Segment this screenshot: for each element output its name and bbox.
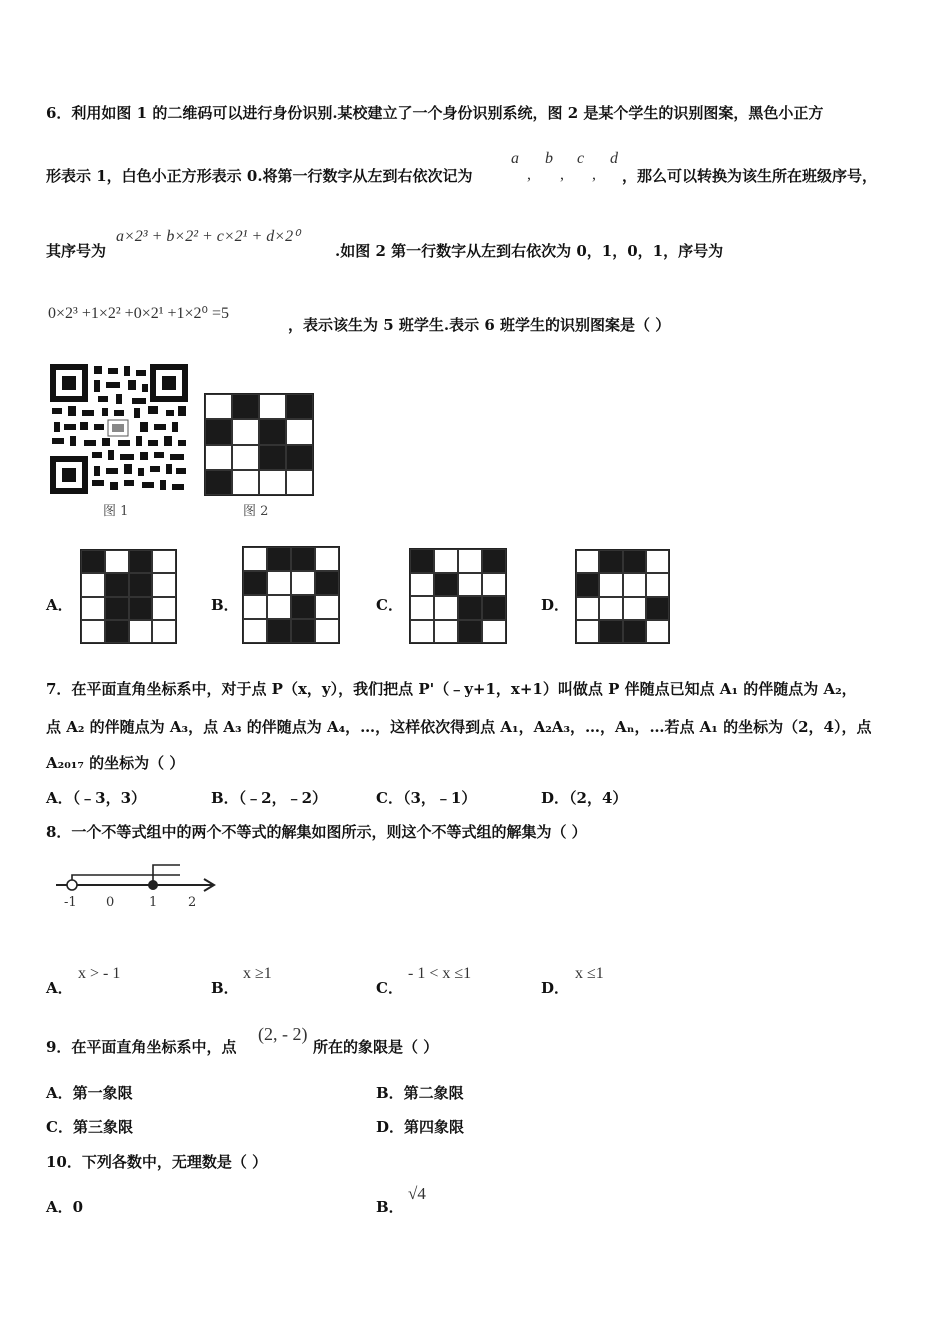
q7-line1: 7．在平面直角坐标系中，对于点 P（x，y），我们把点 P'（﹣y+1，x+1）叫做点 P 伴随点已知点 A₁ 的伴随点为 A₂， (46, 680, 857, 698)
option-grid-cell (646, 597, 669, 620)
q8-option-a-expr[interactable]: x > - 1 (78, 965, 121, 982)
option-grid-cell (576, 550, 599, 573)
q6-comma-3: , (592, 166, 596, 183)
q6-var-d: d (610, 150, 618, 167)
q6-option-a-label[interactable]: A． (46, 596, 73, 614)
q8-option-c-label[interactable]: C． (376, 979, 403, 997)
q8-option-a-label[interactable]: A． (46, 979, 73, 997)
q6-line4-text: ，表示该生为 5 班学生.表示 6 班学生的识别图案是（ ） (288, 316, 671, 334)
option-grid-cell (434, 596, 458, 620)
q10-option-b-value[interactable]: √4 (408, 1184, 426, 1203)
option-grid-cell (152, 550, 176, 573)
q6-var-b: b (545, 150, 553, 167)
q7-line2: 点 A₂ 的伴随点为 A₃，点 A₃ 的伴随点为 A₄，…，这样依次得到点 A₁，A₂A₃，…，Aₙ，…若点 A₁ 的坐标为（2，4），点 (46, 718, 872, 736)
q7-option-c[interactable]: C．（3，﹣1） (376, 789, 477, 807)
option-grid-cell (410, 596, 434, 620)
q6-line2-text-b: ，那么可以转换为该生所在班级序号， (622, 167, 878, 185)
fig2-cell (259, 445, 286, 470)
fig2-cell (232, 419, 259, 444)
fig2-caption: 图 2 (243, 504, 269, 519)
option-grid-cell (599, 597, 622, 620)
option-grid-cell (81, 620, 105, 643)
option-grid-cell (81, 573, 105, 596)
option-grid-cell (267, 619, 291, 643)
q9-line-text-a: 9．在平面直角坐标系中，点 (46, 1038, 237, 1056)
q6-line1: 6．利用如图 1 的二维码可以进行身份识别.某校建立了一个身份识别系统，图 2 是某个学生的识别图案，黑色小正方 (46, 104, 824, 122)
option-grid-cell (576, 620, 599, 643)
option-grid-cell (291, 571, 315, 595)
option-grid-cell (646, 620, 669, 643)
option-grid-cell (105, 550, 129, 573)
option-grid-cell (315, 571, 339, 595)
q7-option-d[interactable]: D．（2，4） (541, 789, 628, 807)
option-grid-cell (129, 550, 153, 573)
q6-comma-1: , (527, 166, 531, 183)
fig2-cell (232, 470, 259, 495)
open-point-neg1 (67, 880, 77, 890)
option-grid-cell (410, 549, 434, 573)
q7-option-b[interactable]: B．（﹣2，﹣2） (211, 789, 328, 807)
q10-line1: 10．下列各数中，无理数是（ ） (46, 1153, 268, 1171)
fig2-cell (232, 394, 259, 419)
q6-option-c-label[interactable]: C． (376, 596, 403, 614)
option-grid-cell (81, 597, 105, 620)
q8-option-b-expr[interactable]: x ≥1 (243, 965, 272, 982)
q6-var-a: a (511, 150, 519, 167)
fig2-cell (286, 445, 313, 470)
q8-line1: 8．一个不等式组中的两个不等式的解集如图所示，则这个不等式组的解集为（ ） (46, 823, 587, 841)
option-grid-cell (458, 620, 482, 644)
q6-formula-2: 0×2³ +1×2² +0×2¹ +1×2⁰ =5 (48, 305, 229, 322)
option-grid-cell (267, 595, 291, 619)
tick-label-0: 0 (106, 895, 115, 910)
option-grid-cell (576, 597, 599, 620)
q10-option-a-value: 0 (72, 1198, 84, 1216)
q10-option-a[interactable] (46, 1196, 83, 1217)
option-grid-cell (81, 550, 105, 573)
q9-option-d[interactable]: D．第四象限 (376, 1118, 465, 1136)
option-grid-cell (243, 619, 267, 643)
q6-comma-2: , (560, 166, 564, 183)
q8-option-d-label[interactable]: D． (541, 979, 570, 997)
option-grid-cell (129, 573, 153, 596)
option-grid-cell (623, 550, 646, 573)
option-grid-cell (152, 620, 176, 643)
fig2-grid (204, 393, 314, 496)
fig2-cell (286, 394, 313, 419)
q10-option-a-label: A． (46, 1198, 73, 1216)
q6-option-d-label[interactable]: D． (541, 596, 570, 614)
q6-option-d-grid[interactable] (575, 549, 670, 644)
option-grid-cell (129, 597, 153, 620)
option-grid-cell (243, 595, 267, 619)
q9-point: (2, - 2) (258, 1024, 308, 1044)
q6-option-c-grid[interactable] (409, 548, 507, 644)
option-grid-cell (105, 597, 129, 620)
fig2-cell (205, 419, 232, 444)
option-grid-cell (646, 573, 669, 596)
option-grid-cell (482, 549, 506, 573)
option-grid-cell (482, 620, 506, 644)
fig1-caption: 图 1 (103, 504, 129, 519)
q8-option-c-expr[interactable]: - 1 < x ≤1 (408, 965, 472, 982)
fig2-cell (259, 470, 286, 495)
q6-option-a-grid[interactable] (80, 549, 177, 644)
fig2-cell (259, 419, 286, 444)
q9-line-text-b: 所在的象限是（ ） (313, 1038, 439, 1056)
q10-option-b-label[interactable]: B． (376, 1198, 404, 1216)
q6-formula-1: a×2³ + b×2² + c×2¹ + d×2⁰ (116, 228, 300, 245)
number-line-figure (52, 860, 222, 912)
q6-line3-text-a: 其序号为 (46, 242, 107, 260)
option-grid-cell (646, 550, 669, 573)
option-grid-cell (267, 547, 291, 571)
option-grid-cell (315, 547, 339, 571)
q9-option-a[interactable]: A．第一象限 (46, 1084, 133, 1102)
tick-label-1: 1 (149, 895, 158, 910)
option-grid-cell (315, 619, 339, 643)
option-grid-cell (599, 620, 622, 643)
option-grid-cell (105, 573, 129, 596)
option-grid-cell (410, 573, 434, 597)
option-grid-cell (458, 596, 482, 620)
q6-option-b-grid[interactable] (242, 546, 340, 644)
option-grid-cell (243, 547, 267, 571)
q6-line2-text-a: 形表示 1，白色小正方形表示 0.将第一行数字从左到右依次记为 (46, 167, 473, 185)
option-grid-cell (129, 620, 153, 643)
q6-var-c: c (577, 150, 585, 167)
option-grid-cell (599, 573, 622, 596)
option-grid-cell (152, 573, 176, 596)
option-grid-cell (599, 550, 622, 573)
q8-option-b-label[interactable]: B． (211, 979, 239, 997)
option-grid-cell (291, 595, 315, 619)
q6-line2 (46, 165, 473, 186)
option-grid-cell (152, 597, 176, 620)
option-grid-cell (434, 573, 458, 597)
q6-line3-text-b: .如图 2 第一行数字从左到右依次为 0，1，0，1，序号为 (335, 242, 724, 260)
option-grid-cell (623, 620, 646, 643)
fig2-cell (205, 394, 232, 419)
fig2-cell (286, 470, 313, 495)
qr-code-figure (50, 364, 188, 494)
option-grid-cell (410, 620, 434, 644)
q7-line3: A₂₀₁₇ 的坐标为（ ） (46, 754, 185, 772)
option-grid-cell (458, 549, 482, 573)
option-grid-cell (623, 573, 646, 596)
closed-point-1 (148, 880, 158, 890)
option-grid-cell (623, 597, 646, 620)
option-grid-cell (434, 620, 458, 644)
option-grid-cell (267, 571, 291, 595)
tick-label-neg1: -1 (64, 895, 77, 910)
option-grid-cell (315, 595, 339, 619)
tick-label-2: 2 (188, 895, 197, 910)
fig2-cell (205, 445, 232, 470)
option-grid-cell (482, 596, 506, 620)
option-grid-cell (434, 549, 458, 573)
option-grid-cell (458, 573, 482, 597)
option-grid-cell (105, 620, 129, 643)
option-grid-cell (291, 547, 315, 571)
q9-option-b[interactable]: B．第二象限 (376, 1084, 464, 1102)
q7-option-a[interactable]: A．（﹣3，3） (46, 789, 147, 807)
q8-option-d-expr[interactable]: x ≤1 (575, 965, 604, 982)
option-grid-cell (243, 571, 267, 595)
fig2-cell (259, 394, 286, 419)
fig2-cell (205, 470, 232, 495)
fig2-cell (286, 419, 313, 444)
solution-ray-gt-neg1 (72, 875, 180, 885)
fig2-cell (232, 445, 259, 470)
option-grid-cell (291, 619, 315, 643)
option-grid-cell (576, 573, 599, 596)
q6-option-b-label[interactable]: B． (211, 596, 239, 614)
q9-option-c[interactable]: C．第三象限 (46, 1118, 133, 1136)
option-grid-cell (482, 573, 506, 597)
